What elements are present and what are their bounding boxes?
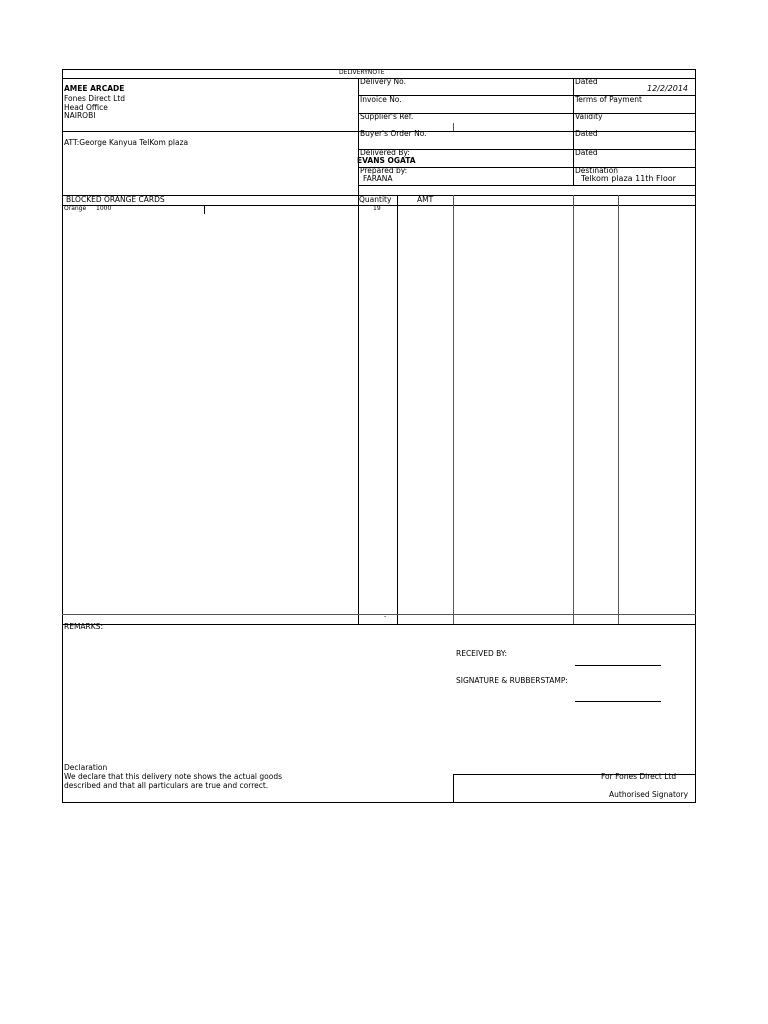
dated-label: Dated — [575, 77, 598, 86]
items-quantity-header: Quantity — [359, 195, 392, 204]
destination-value: Telkom plaza 11th Floor — [581, 174, 676, 183]
dated3-label: Dated — [575, 148, 598, 157]
header-row-line-5 — [358, 167, 696, 168]
terms-of-payment-label: Terms of Payment — [575, 95, 642, 104]
buyer-order-label: Buyer's Order No. — [360, 129, 427, 138]
attention-line: ATT:George Kanyua TelKom plaza — [64, 138, 189, 147]
declaration-line-1: We declare that this delivery note shows the actual goods — [64, 772, 282, 781]
item-row-name: Orange — [64, 205, 87, 212]
received-by-signature-line — [575, 665, 661, 666]
prepared-by-value: FARANA — [363, 174, 393, 183]
prepared-by-label: Prepared by: — [360, 166, 408, 175]
header-tick — [453, 123, 454, 131]
col-divider-4 — [573, 195, 574, 624]
col-divider-qty — [358, 195, 359, 624]
supplier-ref-label: Supplier's Ref. — [360, 112, 414, 121]
declaration-line-2: described and that all particulars are true and correct. — [64, 781, 269, 790]
col-divider-amt — [397, 195, 398, 624]
signature-line — [575, 701, 661, 702]
received-by-label: RECEIVED BY: — [456, 649, 508, 658]
document-title: DELIVERYNOTE — [339, 69, 385, 76]
dated2-label: Dated — [575, 129, 598, 138]
consignor-city: NAIROBI — [64, 111, 96, 120]
item-row-quantity: 19 — [373, 205, 381, 212]
items-description-header: BLOCKED ORANGE CARDS — [66, 195, 165, 204]
item-row-cursor-mark — [204, 206, 205, 214]
for-company-label: For Fones Direct Ltd — [601, 772, 677, 781]
signatory-box-left — [453, 774, 454, 803]
col-divider-5 — [618, 195, 619, 624]
delivered-by-label: Delivered By: — [360, 148, 410, 157]
delivered-by-value: EVANS OGATA — [357, 156, 416, 165]
declaration-heading: Declaration — [64, 763, 108, 772]
date-value: 12/2/2014 — [647, 84, 689, 93]
validity-label: Validity — [575, 112, 603, 121]
col-divider-3 — [453, 195, 454, 624]
delivery-no-label: Delivery No. — [360, 77, 406, 86]
consignor-name: AMEE ARCADE — [64, 84, 125, 93]
header-row-line-6 — [358, 185, 696, 186]
invoice-no-label: Invoice No. — [360, 95, 402, 104]
signature-rubberstamp-label: SIGNATURE & RUBBERSTAMP: — [456, 676, 568, 685]
item-row-denomination: 1000 — [96, 205, 112, 212]
consignor-office: Head Office — [64, 103, 108, 112]
remarks-label: REMARKS: — [64, 622, 103, 631]
items-amount-header: AMT — [417, 195, 434, 204]
total-marker: - — [384, 613, 387, 620]
total-row-top — [62, 614, 696, 615]
authorised-signatory-label: Authorised Signatory — [609, 790, 689, 799]
consignor-company: Fones Direct Ltd — [64, 94, 126, 103]
header-row-line-1 — [358, 95, 696, 96]
remarks-divider — [62, 624, 696, 625]
destination-label: Destination — [575, 166, 619, 175]
